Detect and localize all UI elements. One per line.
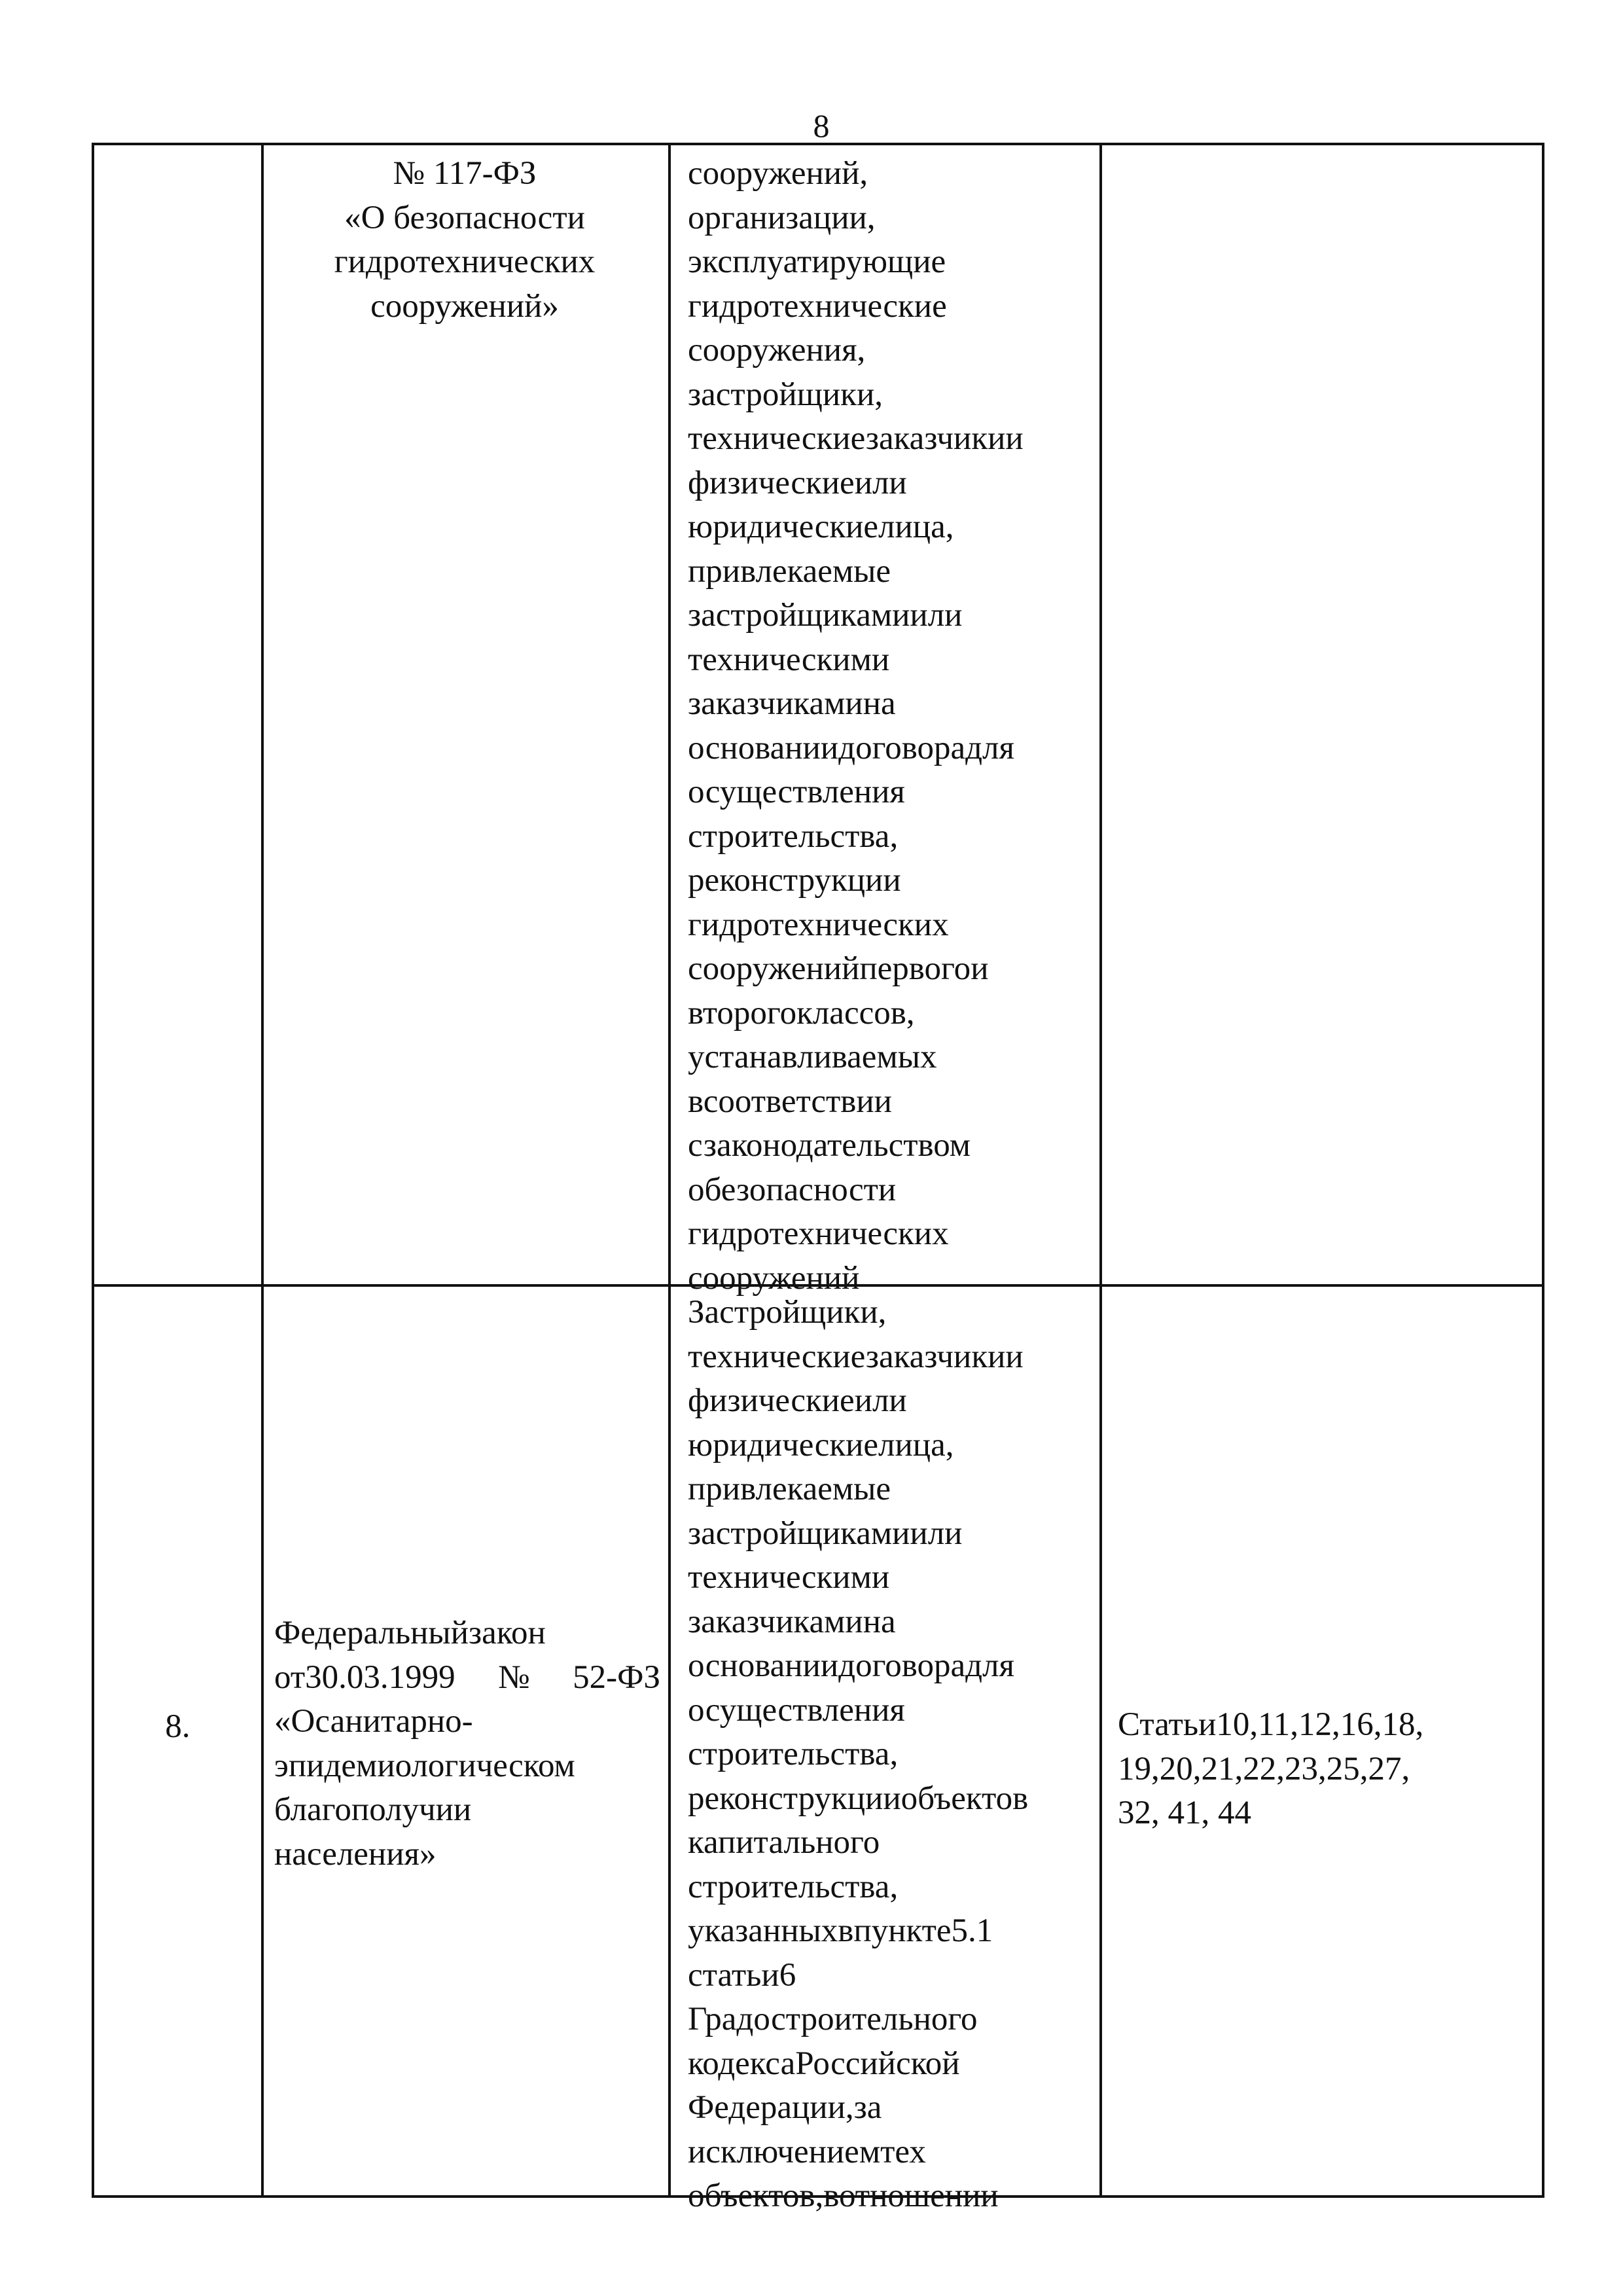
subjects-line: [688, 2174, 1089, 2219]
row-number: 8.: [165, 1708, 190, 1745]
subjects-line: техническими: [688, 641, 890, 678]
subjects-line: гидротехнические: [688, 287, 947, 325]
word: второго: [688, 994, 797, 1031]
articles-cell-row-8: [1107, 1703, 1547, 1836]
word: Федерации,: [688, 2089, 854, 2126]
word: безопасности: [704, 1171, 897, 1208]
law-cell-row-8: [264, 1611, 671, 1876]
word: Федеральный: [274, 1615, 469, 1651]
subjects-line: застройщики,: [688, 376, 883, 413]
subjects-line: [688, 992, 1086, 1036]
word: 16,: [1340, 1706, 1382, 1743]
word: реконструкции: [688, 1780, 901, 1817]
subjects-line: эксплуатирующие: [688, 243, 946, 280]
articles-line: [1118, 1703, 1537, 1748]
word: основании: [688, 1647, 839, 1684]
word: сооружений: [688, 950, 860, 987]
word: статьи: [688, 1956, 779, 1994]
word: 25,: [1326, 1750, 1368, 1787]
column-divider: [261, 145, 264, 2195]
subjects-line: капитального: [688, 1824, 880, 1861]
subjects-line: привлекаемые: [688, 552, 891, 590]
word: технические: [688, 420, 866, 457]
word: 5.1: [951, 1912, 993, 1949]
word: основании: [688, 729, 839, 766]
subjects-line: сооружений,: [688, 155, 868, 192]
articles-line: 32, 41, 44: [1118, 1795, 1251, 1831]
subjects-line: осуществления: [688, 774, 905, 810]
word: ,: [1332, 1706, 1340, 1743]
word: и: [1005, 1338, 1024, 1375]
word: юридические: [688, 1426, 879, 1463]
word: или: [910, 597, 963, 634]
word: для: [965, 729, 1014, 766]
subjects-line: [688, 1909, 1089, 1954]
subjects-line: [688, 682, 1086, 726]
word: исключением: [688, 2133, 881, 2170]
subjects-line: [688, 1335, 1089, 1380]
word: первого: [859, 950, 971, 987]
word: о: [688, 1171, 705, 1208]
subjects-line: [688, 1512, 1089, 1556]
word: Российской: [795, 2045, 960, 2082]
word: лица,: [878, 1426, 954, 1463]
law-cell-row-1: [261, 152, 668, 329]
word: или: [854, 464, 907, 501]
word: в: [688, 1083, 704, 1120]
law-line: [274, 1611, 660, 1656]
subjects-cell-row-1: [677, 152, 1096, 1300]
word: для: [965, 1647, 1014, 1684]
law-line: [274, 1656, 660, 1700]
subjects-line: [688, 1168, 1086, 1213]
subjects-line: реконструкции: [688, 862, 901, 899]
word: от: [274, 1659, 306, 1696]
word: 30.03.1999: [305, 1659, 455, 1696]
law-line: благополучии: [274, 1791, 472, 1828]
word: и: [1005, 420, 1024, 457]
word: «О: [274, 1703, 315, 1740]
subjects-line: сооружений: [688, 1259, 860, 1297]
word: объектов: [901, 1780, 1029, 1817]
word: классов,: [796, 994, 915, 1031]
subjects-line: строительства,: [688, 1736, 899, 1772]
word: тех: [880, 2133, 926, 2170]
word: пункте: [853, 1912, 952, 1949]
subjects-line: [688, 1424, 1089, 1468]
subjects-line: [688, 1954, 1089, 1998]
word: заказчиками: [688, 685, 863, 722]
subjects-line: сооружения,: [688, 332, 866, 368]
subjects-line: [688, 1379, 1089, 1424]
word: или: [910, 1515, 963, 1552]
word: или: [854, 1382, 907, 1419]
word: №: [455, 1659, 573, 1696]
word: физические: [688, 464, 855, 501]
subjects-line: [688, 417, 1086, 461]
subjects-line: устанавливаемых: [688, 1039, 937, 1075]
page-number: 8: [813, 107, 830, 144]
subjects-line: осуществления: [688, 1691, 905, 1729]
word: Статьи: [1118, 1706, 1217, 1743]
subjects-line: [688, 594, 1086, 638]
subjects-line: [688, 726, 1086, 771]
word: с: [688, 1127, 704, 1164]
word: соответствии: [703, 1083, 892, 1120]
subjects-cell-row-8: [677, 1291, 1099, 2219]
regulations-table: [92, 143, 1544, 2214]
word: 11,: [1258, 1706, 1299, 1743]
word: технические: [688, 1338, 866, 1375]
word: 20,: [1159, 1750, 1202, 1787]
subjects-line: [688, 2130, 1089, 2175]
subjects-line: гидротехнических: [688, 1215, 949, 1252]
word: юридические: [688, 509, 879, 545]
subjects-line: организации,: [688, 199, 876, 236]
word: закон: [469, 1615, 546, 1651]
word: 18,: [1382, 1706, 1424, 1743]
column-divider: [1099, 145, 1102, 2195]
law-line: сооружений»: [370, 287, 559, 325]
subjects-line: [688, 2042, 1089, 2087]
word: 6: [779, 1956, 796, 1994]
subjects-line: [688, 505, 1086, 550]
word: 12: [1298, 1706, 1332, 1743]
word: 19,: [1118, 1750, 1160, 1787]
word: 10,: [1216, 1706, 1258, 1743]
word: 23,: [1285, 1750, 1327, 1787]
word: санитарно-: [315, 1703, 473, 1740]
word: на: [863, 685, 896, 722]
word: физические: [688, 1382, 855, 1419]
word: за: [853, 2089, 882, 2126]
word: заказчики: [865, 1338, 1006, 1375]
subjects-line: [688, 947, 1086, 992]
subjects-line: [688, 1644, 1089, 1689]
word: 52-ФЗ: [573, 1659, 660, 1696]
subjects-line: строительства,: [688, 817, 899, 855]
word: законодательством: [703, 1127, 971, 1164]
word: застройщиками: [688, 1515, 910, 1552]
subjects-line: [688, 1600, 1089, 1645]
subjects-line: [688, 1124, 1086, 1168]
law-line: № 117-ФЗ: [393, 155, 537, 192]
law-line: эпидемиологическом: [274, 1747, 575, 1784]
law-line: [274, 1700, 660, 1744]
subjects-line: привлекаемые: [688, 1471, 891, 1507]
word: объектов,: [688, 2178, 824, 2214]
word: в: [838, 1912, 854, 1949]
word: договора: [838, 1647, 966, 1684]
law-line: населения»: [274, 1835, 437, 1873]
subjects-line: [688, 2086, 1089, 2130]
subjects-line: [688, 461, 1086, 506]
subjects-line: гидротехнических: [688, 906, 949, 943]
law-line: гидротехнических: [334, 243, 596, 280]
subjects-line: Градостроительного: [688, 2001, 978, 2037]
word: кодекса: [688, 2045, 796, 2082]
articles-line: [1118, 1748, 1537, 1792]
subjects-line: строительства,: [688, 1868, 899, 1905]
word: заказчиками: [688, 1603, 863, 1640]
word: 27,: [1368, 1750, 1410, 1787]
word: 22,: [1243, 1750, 1285, 1787]
word: договора: [838, 729, 966, 766]
subjects-line: [688, 1080, 1086, 1124]
word: заказчики: [865, 420, 1006, 457]
subjects-line: Застройщики,: [688, 1294, 887, 1331]
word: лица,: [878, 509, 954, 545]
subjects-line: техническими: [688, 1559, 890, 1596]
word: в: [823, 2178, 839, 2214]
column-divider: [668, 145, 671, 2195]
word: застройщиками: [688, 597, 910, 634]
word: отношении: [838, 2178, 999, 2214]
word: указанных: [688, 1912, 838, 1949]
word: и: [971, 950, 989, 987]
word: на: [863, 1603, 896, 1640]
word: 21,: [1201, 1750, 1243, 1787]
law-line: «О безопасности: [344, 199, 585, 236]
subjects-line: [688, 1777, 1089, 1821]
